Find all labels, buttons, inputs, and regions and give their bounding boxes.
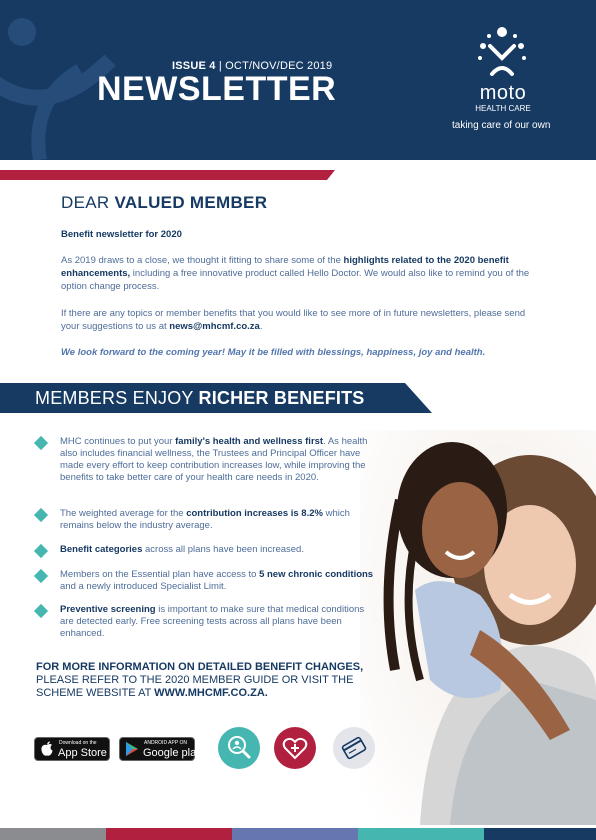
tagline: taking care of our own [452, 120, 551, 131]
b5-text-c: is important to make sure that medical conditions are detected early. Free screening tests across all plans have been enhanced. [60, 604, 365, 639]
diamond-bullet-icon [34, 436, 48, 450]
p1-text-c: including a free innovative product called Hello Doctor. We would also like to remind you of the option change process. [61, 268, 530, 292]
banner-prefix: MEMBERS ENJOY [35, 388, 199, 408]
benefit-bullet [36, 544, 376, 556]
p2-text-c: . [259, 321, 263, 332]
b1-text-c: . As health also includes financial wellness, the Trustees and Principal Officer have made every effort to keep contribution increases low, while improving the benefits to take better care of your health care needs in 2020. [60, 436, 368, 483]
b2-highlight: contribution increases is 8.2% [186, 508, 323, 519]
b4-highlight: 5 new chronic conditions [259, 569, 374, 580]
closing-message: We look forward to the coming year! May it be filled with blessings, happiness, joy and health. [61, 347, 486, 358]
b1-text-a: MHC continues to put your [60, 436, 176, 447]
play-icon [125, 741, 139, 757]
heart-plus-circle [274, 727, 316, 769]
google-play-badge[interactable] [119, 737, 202, 761]
card-icon [333, 727, 375, 769]
heart-plus-icon [274, 727, 316, 769]
diamond-bullet-icon [34, 569, 48, 583]
footer-strip-grey [0, 828, 106, 840]
b1-highlight: family's health and wellness first [175, 436, 324, 447]
benefit-bullet [36, 508, 376, 532]
greeting-bold: VALUED MEMBER [114, 193, 268, 212]
issue-number: ISSUE 4 [172, 60, 216, 72]
p1-text-a: As 2019 draws to a close, we thought it fitting to share some of the [61, 255, 344, 266]
intro-subheading: Benefit newsletter for 2020 [61, 229, 182, 240]
footer-strip-navy [484, 828, 596, 840]
benefit-bullet [36, 436, 376, 484]
footer-strip-periwinkle [232, 828, 358, 840]
benefit-bullet [36, 604, 376, 640]
b2-text-c: which remains below the industry average. [60, 508, 350, 531]
contact-email-link[interactable]: news@mhcmf.co.za [169, 321, 260, 332]
b4-text-c: and a newly introduced Specialist Limit. [60, 581, 227, 592]
b4-text-a: Members on the Essential plan have access to [60, 569, 260, 580]
b3-highlight: Benefit categories [60, 544, 143, 555]
greeting-heading [61, 193, 267, 213]
page-title: NEWSLETTER [97, 70, 337, 108]
p2-text-a: If there are any topics or member benefits that you would like to see more of in future newsletters, please send your suggestions to us at [61, 308, 526, 332]
diamond-bullet-icon [34, 544, 48, 558]
accent-bar [0, 170, 335, 180]
info-plain: PLEASE REFER TO THE 2020 MEMBER GUIDE OR VISIT THE SCHEME WEBSITE AT [36, 674, 354, 699]
app-store-label: App Store [58, 747, 107, 759]
issue-date: OCT/NOV/DEC 2019 [225, 60, 333, 72]
diamond-bullet-icon [34, 604, 48, 618]
banner-bold: RICHER BENEFITS [198, 388, 365, 408]
logo-subtitle: HEALTH CARE [475, 104, 531, 113]
section-heading [35, 388, 365, 409]
intro-paragraph-1 [61, 254, 531, 293]
mother-daughter-photo [360, 430, 596, 825]
app-store-badge[interactable] [34, 737, 110, 761]
google-play-label: Google play [143, 747, 202, 759]
more-info-callout [36, 661, 396, 700]
footer-strip-crimson [106, 828, 232, 840]
app-store-small-text: Download on the [59, 740, 97, 746]
issue-line: ISSUE 4 | OCT/NOV/DEC 2019 [172, 60, 333, 72]
header-banner [0, 0, 596, 160]
p1-highlight: highlights related to the 2020 benefit enhancements, [61, 255, 509, 279]
info-bold-1: FOR MORE INFORMATION ON DETAILED BENEFIT CHANGES, [36, 661, 364, 673]
apple-icon [40, 741, 54, 757]
b5-highlight: Preventive screening [60, 604, 156, 615]
footer-strip-teal [358, 828, 484, 840]
greeting-prefix: DEAR [61, 193, 115, 212]
intro-paragraph-2 [61, 307, 531, 333]
logo-wordmark: moto [479, 82, 527, 104]
diamond-bullet-icon [34, 508, 48, 522]
website-link[interactable]: WWW.MHCMF.CO.ZA. [154, 687, 268, 699]
google-play-small-text: ANDROID APP ON [144, 740, 187, 746]
b3-text-c: across all plans have been increased. [142, 544, 304, 555]
benefit-bullet [36, 569, 376, 593]
b2-text-a: The weighted average for the [60, 508, 187, 519]
search-doctor-circle [218, 727, 260, 769]
card-circle [333, 727, 375, 769]
search-doctor-icon [218, 727, 260, 769]
